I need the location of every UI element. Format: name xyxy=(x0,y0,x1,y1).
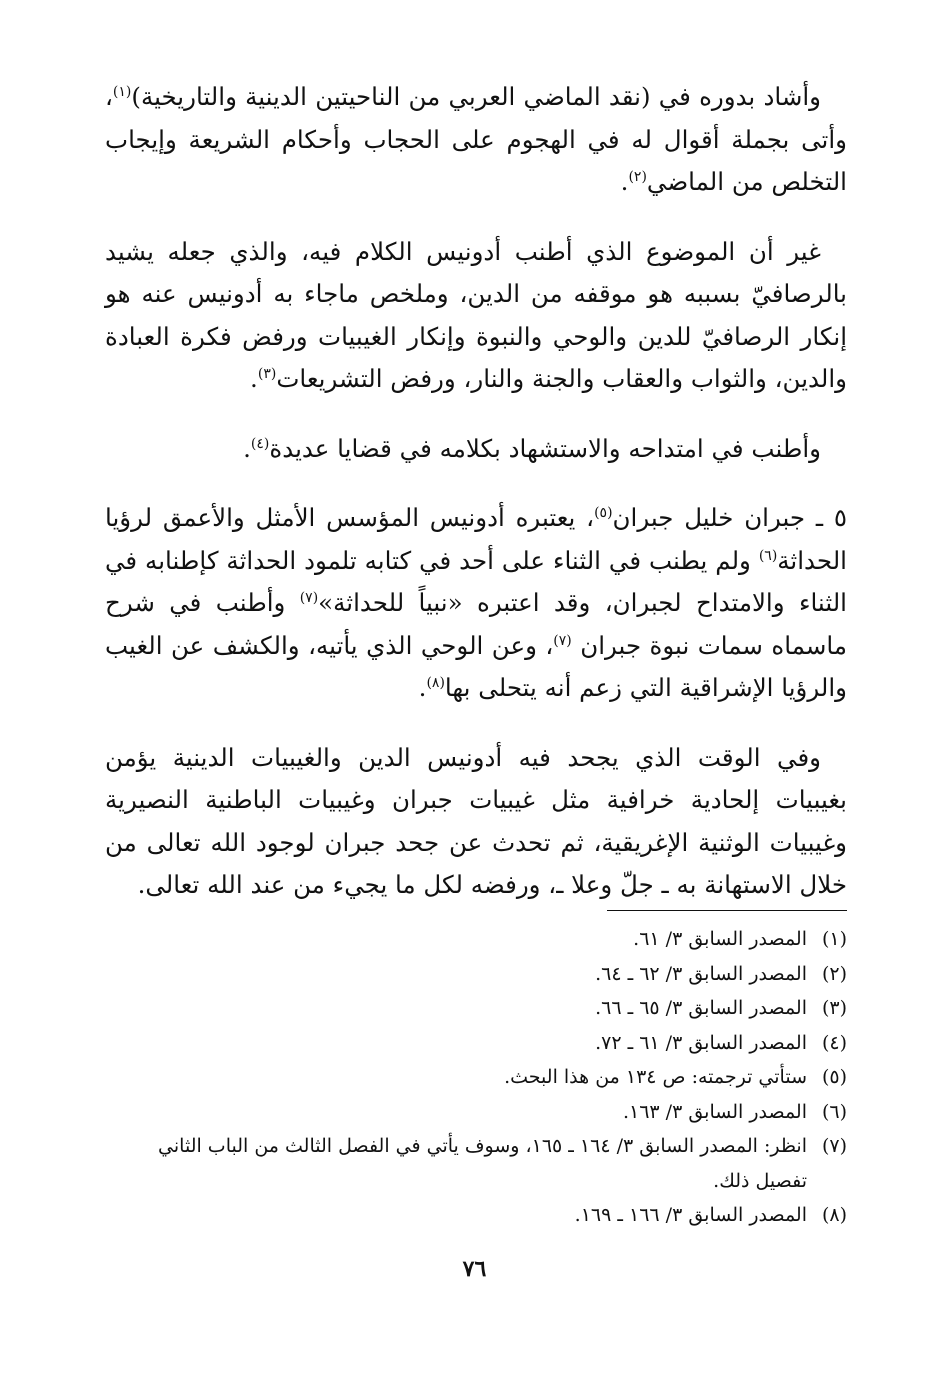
paragraph-text: غير أن الموضوع الذي أطنب أدونيس الكلام فيه، والذي جعله يشيد بالرصافيّ بسببه هو موقفه من الدين، وملخص ماجاء به أدونيس عنه هو إنكار الرصافيّ للدين والوحي والنبوة وإنكار الغيبيات ورفض فكرة العبادة والدين، والثواب والعقاب والجنة والنار، ورفض التشريعات xyxy=(105,236,847,393)
footnote-reference[interactable]: (٦) xyxy=(758,547,778,564)
page-number: ٧٦ xyxy=(462,1256,487,1282)
footnote-reference[interactable]: (٢) xyxy=(628,168,647,185)
paragraph-text: وأطنب في امتداحه والاستشهاد بكلامه في قضايا عديدة xyxy=(269,433,821,463)
footnote-text: المصدر السابق ٣/ ٦٢ ـ ٦٤. xyxy=(595,962,807,985)
footnote-reference[interactable]: (٤) xyxy=(250,435,270,452)
paragraph xyxy=(105,428,847,471)
footnote xyxy=(105,1095,847,1130)
footnote xyxy=(105,922,847,957)
footnote-reference[interactable]: (٣) xyxy=(257,365,277,382)
footnote xyxy=(105,1060,847,1095)
paragraph-text: ، وأتى بجملة أقوال له في الهجوم على الحجاب وأحكام الشريعة وإيجاب التخلص من الماضي xyxy=(105,82,847,196)
paragraph xyxy=(105,737,847,907)
footnote xyxy=(105,1129,847,1198)
footnote xyxy=(105,1026,847,1061)
main-text xyxy=(105,76,847,934)
paragraph xyxy=(105,76,847,204)
footnote-number: (٢) xyxy=(821,962,847,985)
footnote-number: (٥) xyxy=(821,1066,847,1088)
footnote-reference[interactable]: (٧) xyxy=(553,632,572,649)
footnote-number: (٣) xyxy=(821,997,847,1019)
paragraph-text: وأطنب في شرح ماسماه سمات نبوة جبران xyxy=(105,588,848,660)
footnote-reference[interactable]: (٨) xyxy=(426,674,445,691)
footnote-number: (٧) xyxy=(821,1135,847,1157)
paragraph-text: . xyxy=(250,364,258,393)
paragraph-text: . xyxy=(620,167,629,196)
footnote-reference[interactable]: (٥) xyxy=(594,504,613,521)
footnote-number: (٨) xyxy=(821,1204,847,1226)
footnote-text: انظر: المصدر السابق ٣/ ١٦٤ ـ ١٦٥، وسوف يأتي في الفصل الثالث من الباب الثاني تفصيل ذلك. xyxy=(158,1135,807,1192)
footnotes-list xyxy=(105,922,847,1233)
footnote-text: المصدر السابق ٣/ ٦٥ ـ ٦٦. xyxy=(595,997,807,1019)
paragraph-text: ولم يطنب في الثناء على أحد في كتابه تلمود الحداثة كإطنابه في الثناء والامتداح لجبران، وقد اعتبره «نبياً للحداثة» xyxy=(105,545,847,617)
paragraph-text: . xyxy=(418,673,427,702)
paragraph xyxy=(105,497,847,710)
footnote-number: (١) xyxy=(821,928,847,950)
paragraph-text: ٥ ـ جبران خليل جبران xyxy=(612,503,847,532)
footnote-number: (٦) xyxy=(821,1100,847,1123)
paragraph-text: وفي الوقت الذي يجحد فيه أدونيس الدين والغيبيات الدينية يؤمن بغيبيات إلحادية خرافية مثل غيبيات جبران وغيبيات الباطنية النصيرية وغيبيات الوثنية الإغريقية، ثم تحدث عن جحد جبران لوجود الله تعالى من خلال الاستهانة به ـ جلّ وعلا ـ، ورفضه لكل ما يجيء من عند الله تعالى. xyxy=(105,742,847,899)
paragraph-text: ، يعتبره أدونيس المؤسس الأمثل والأعمق لرؤيا الحداثة xyxy=(105,503,847,575)
footnote-number: (٤) xyxy=(821,1031,847,1054)
paragraph-text: . xyxy=(243,433,251,463)
footnote-text: المصدر السابق ٣/ ١٦٣. xyxy=(622,1100,807,1123)
footnote-text: المصدر السابق ٣/ ٦١ ـ ٧٢. xyxy=(595,1031,807,1054)
footnote-separator xyxy=(607,910,847,911)
footnote-text: ستأتي ترجمته: ص ١٣٤ من هذا البحث. xyxy=(504,1066,807,1088)
paragraph xyxy=(105,231,847,401)
footnote-reference[interactable]: (٧) xyxy=(299,589,319,606)
footnote-text: المصدر السابق ٣/ ١٦٦ ـ ١٦٩. xyxy=(574,1204,807,1226)
footnote-text: المصدر السابق ٣/ ٦١. xyxy=(633,928,807,950)
footnote xyxy=(105,1198,847,1233)
footnote xyxy=(105,991,847,1026)
footnote xyxy=(105,957,847,992)
footnote-reference[interactable]: (١) xyxy=(112,83,132,100)
paragraph-text: ، وعن الوحي الذي يأتيه، والكشف عن الغيب والرؤيا الإشراقية التي زعم أنه يتحلى بها xyxy=(105,630,847,702)
paragraph-text: وأشاد بدوره في (نقد الماضي العربي من الناحيتين الدينية والتاريخية) xyxy=(131,82,821,111)
